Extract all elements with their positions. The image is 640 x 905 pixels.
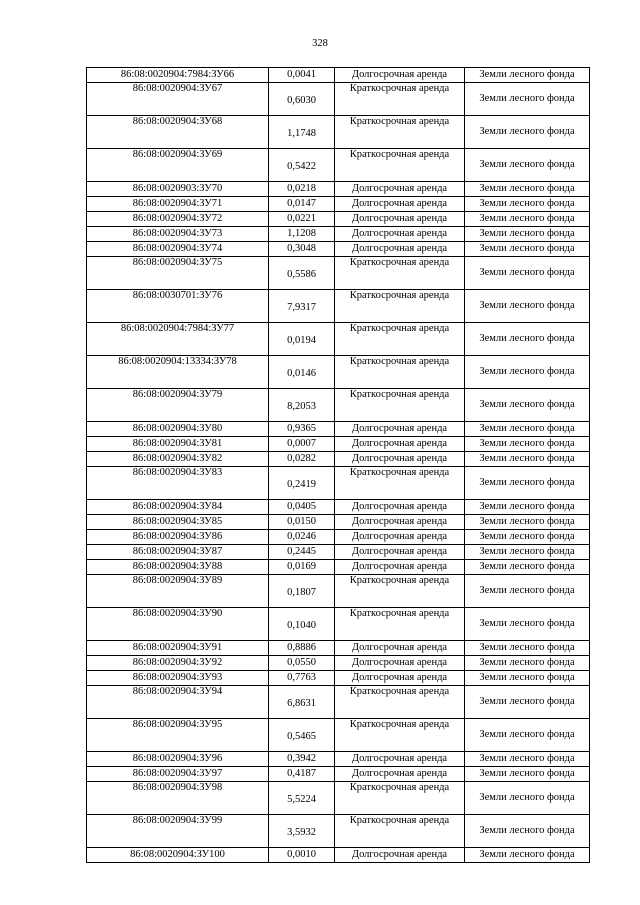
cell-area: 0,6030 xyxy=(269,83,335,116)
cell-land-category: Земли лесного фонда xyxy=(465,782,590,815)
cell-lease-type: Краткосрочная аренда xyxy=(335,686,465,719)
cell-land-category: Земли лесного фонда xyxy=(465,467,590,500)
cell-cadastral-number: 86:08:0030701:ЗУ76 xyxy=(87,290,269,323)
table-row xyxy=(87,656,590,671)
table-row xyxy=(87,515,590,530)
table-row xyxy=(87,257,590,290)
cell-land-category: Земли лесного фонда xyxy=(465,545,590,560)
cell-cadastral-number: 86:08:0020904:ЗУ67 xyxy=(87,83,269,116)
table-row xyxy=(87,686,590,719)
cell-cadastral-number: 86:08:0020904:ЗУ72 xyxy=(87,212,269,227)
cell-cadastral-number: 86:08:0020904:ЗУ91 xyxy=(87,641,269,656)
cell-area: 0,2419 xyxy=(269,467,335,500)
cell-area: 0,0405 xyxy=(269,500,335,515)
table-row xyxy=(87,242,590,257)
table-row xyxy=(87,389,590,422)
cell-land-category: Земли лесного фонда xyxy=(465,212,590,227)
cell-lease-type: Краткосрочная аренда xyxy=(335,290,465,323)
cell-cadastral-number: 86:08:0020904:ЗУ96 xyxy=(87,752,269,767)
cell-area: 0,0146 xyxy=(269,356,335,389)
table-row xyxy=(87,719,590,752)
table-row xyxy=(87,671,590,686)
cell-area: 0,0218 xyxy=(269,182,335,197)
cell-land-category: Земли лесного фонда xyxy=(465,608,590,641)
cell-lease-type: Краткосрочная аренда xyxy=(335,389,465,422)
cell-area: 0,0007 xyxy=(269,437,335,452)
cell-lease-type: Долгосрочная аренда xyxy=(335,500,465,515)
table-row xyxy=(87,323,590,356)
cell-cadastral-number: 86:08:0020904:ЗУ93 xyxy=(87,671,269,686)
table-row xyxy=(87,782,590,815)
parcels-table xyxy=(86,67,590,863)
cell-land-category: Земли лесного фонда xyxy=(465,422,590,437)
cell-land-category: Земли лесного фонда xyxy=(465,227,590,242)
cell-land-category: Земли лесного фонда xyxy=(465,149,590,182)
table-row xyxy=(87,197,590,212)
cell-cadastral-number: 86:08:0020904:ЗУ88 xyxy=(87,560,269,575)
cell-area: 0,0150 xyxy=(269,515,335,530)
cell-area: 0,5586 xyxy=(269,257,335,290)
cell-land-category: Земли лесного фонда xyxy=(465,848,590,863)
cell-lease-type: Долгосрочная аренда xyxy=(335,641,465,656)
cell-lease-type: Долгосрочная аренда xyxy=(335,671,465,686)
cell-lease-type: Долгосрочная аренда xyxy=(335,422,465,437)
cell-lease-type: Долгосрочная аренда xyxy=(335,752,465,767)
table-row xyxy=(87,641,590,656)
cell-lease-type: Краткосрочная аренда xyxy=(335,356,465,389)
cell-lease-type: Долгосрочная аренда xyxy=(335,452,465,467)
cell-cadastral-number: 86:08:0020904:ЗУ98 xyxy=(87,782,269,815)
cell-cadastral-number: 86:08:0020904:ЗУ82 xyxy=(87,452,269,467)
cell-lease-type: Краткосрочная аренда xyxy=(335,149,465,182)
table-row xyxy=(87,752,590,767)
cell-land-category: Земли лесного фонда xyxy=(465,197,590,212)
cell-cadastral-number: 86:08:0020904:ЗУ92 xyxy=(87,656,269,671)
table-row xyxy=(87,545,590,560)
table-row xyxy=(87,530,590,545)
table-row xyxy=(87,608,590,641)
table-row xyxy=(87,467,590,500)
cell-lease-type: Долгосрочная аренда xyxy=(335,530,465,545)
table-row xyxy=(87,437,590,452)
cell-land-category: Земли лесного фонда xyxy=(465,389,590,422)
cell-area: 0,0010 xyxy=(269,848,335,863)
cell-land-category: Земли лесного фонда xyxy=(465,686,590,719)
cell-land-category: Земли лесного фонда xyxy=(465,560,590,575)
cell-area: 0,0246 xyxy=(269,530,335,545)
cell-cadastral-number: 86:08:0020904:ЗУ84 xyxy=(87,500,269,515)
cell-cadastral-number: 86:08:0020904:ЗУ80 xyxy=(87,422,269,437)
table-row xyxy=(87,767,590,782)
cell-area: 0,9365 xyxy=(269,422,335,437)
cell-lease-type: Долгосрочная аренда xyxy=(335,560,465,575)
table-row xyxy=(87,500,590,515)
table-row xyxy=(87,560,590,575)
cell-area: 0,0169 xyxy=(269,560,335,575)
cell-cadastral-number: 86:08:0020904:ЗУ69 xyxy=(87,149,269,182)
cell-land-category: Земли лесного фонда xyxy=(465,752,590,767)
table-row xyxy=(87,815,590,848)
cell-area: 1,1208 xyxy=(269,227,335,242)
cell-lease-type: Краткосрочная аренда xyxy=(335,257,465,290)
table-row xyxy=(87,212,590,227)
cell-lease-type: Долгосрочная аренда xyxy=(335,437,465,452)
cell-land-category: Земли лесного фонда xyxy=(465,641,590,656)
cell-area: 0,1807 xyxy=(269,575,335,608)
cell-cadastral-number: 86:08:0020904:ЗУ71 xyxy=(87,197,269,212)
cell-lease-type: Долгосрочная аренда xyxy=(335,227,465,242)
cell-land-category: Земли лесного фонда xyxy=(465,575,590,608)
cell-lease-type: Долгосрочная аренда xyxy=(335,515,465,530)
cell-cadastral-number: 86:08:0020904:ЗУ81 xyxy=(87,437,269,452)
cell-lease-type: Краткосрочная аренда xyxy=(335,83,465,116)
cell-area: 0,0194 xyxy=(269,323,335,356)
cell-cadastral-number: 86:08:0020904:ЗУ85 xyxy=(87,515,269,530)
cell-land-category: Земли лесного фонда xyxy=(465,530,590,545)
cell-cadastral-number: 86:08:0020904:ЗУ79 xyxy=(87,389,269,422)
cell-area: 7,9317 xyxy=(269,290,335,323)
cell-area: 0,0041 xyxy=(269,68,335,83)
cell-area: 6,8631 xyxy=(269,686,335,719)
cell-lease-type: Долгосрочная аренда xyxy=(335,182,465,197)
cell-land-category: Земли лесного фонда xyxy=(465,767,590,782)
cell-cadastral-number: 86:08:0020903:ЗУ70 xyxy=(87,182,269,197)
cell-lease-type: Краткосрочная аренда xyxy=(335,782,465,815)
table-row xyxy=(87,356,590,389)
cell-cadastral-number: 86:08:0020904:ЗУ74 xyxy=(87,242,269,257)
cell-area: 0,2445 xyxy=(269,545,335,560)
cell-lease-type: Долгосрочная аренда xyxy=(335,212,465,227)
cell-lease-type: Долгосрочная аренда xyxy=(335,545,465,560)
cell-area: 0,5465 xyxy=(269,719,335,752)
cell-land-category: Земли лесного фонда xyxy=(465,815,590,848)
cell-land-category: Земли лесного фонда xyxy=(465,68,590,83)
cell-land-category: Земли лесного фонда xyxy=(465,656,590,671)
cell-area: 0,1040 xyxy=(269,608,335,641)
cell-area: 1,1748 xyxy=(269,116,335,149)
cell-cadastral-number: 86:08:0020904:ЗУ86 xyxy=(87,530,269,545)
table-row xyxy=(87,149,590,182)
cell-area: 0,3048 xyxy=(269,242,335,257)
table-row xyxy=(87,68,590,83)
cell-land-category: Земли лесного фонда xyxy=(465,290,590,323)
parcels-table-body xyxy=(87,68,590,863)
cell-cadastral-number: 86:08:0020904:7984:ЗУ77 xyxy=(87,323,269,356)
cell-lease-type: Краткосрочная аренда xyxy=(335,323,465,356)
cell-land-category: Земли лесного фонда xyxy=(465,182,590,197)
cell-land-category: Земли лесного фонда xyxy=(465,257,590,290)
table-row xyxy=(87,227,590,242)
cell-cadastral-number: 86:08:0020904:ЗУ73 xyxy=(87,227,269,242)
table-row xyxy=(87,452,590,467)
cell-lease-type: Долгосрочная аренда xyxy=(335,68,465,83)
cell-cadastral-number: 86:08:0020904:ЗУ75 xyxy=(87,257,269,290)
cell-land-category: Земли лесного фонда xyxy=(465,500,590,515)
cell-lease-type: Краткосрочная аренда xyxy=(335,608,465,641)
cell-land-category: Земли лесного фонда xyxy=(465,323,590,356)
cell-cadastral-number: 86:08:0020904:ЗУ90 xyxy=(87,608,269,641)
cell-land-category: Земли лесного фонда xyxy=(465,242,590,257)
cell-land-category: Земли лесного фонда xyxy=(465,83,590,116)
table-row xyxy=(87,182,590,197)
cell-lease-type: Долгосрочная аренда xyxy=(335,197,465,212)
cell-cadastral-number: 86:08:0020904:ЗУ99 xyxy=(87,815,269,848)
cell-lease-type: Краткосрочная аренда xyxy=(335,116,465,149)
cell-land-category: Земли лесного фонда xyxy=(465,515,590,530)
cell-area: 0,0221 xyxy=(269,212,335,227)
cell-area: 0,8886 xyxy=(269,641,335,656)
cell-land-category: Земли лесного фонда xyxy=(465,116,590,149)
cell-land-category: Земли лесного фонда xyxy=(465,719,590,752)
cell-cadastral-number: 86:08:0020904:ЗУ89 xyxy=(87,575,269,608)
cell-land-category: Земли лесного фонда xyxy=(465,671,590,686)
cell-lease-type: Краткосрочная аренда xyxy=(335,467,465,500)
cell-lease-type: Краткосрочная аренда xyxy=(335,719,465,752)
cell-lease-type: Долгосрочная аренда xyxy=(335,656,465,671)
cell-cadastral-number: 86:08:0020904:7984:ЗУ66 xyxy=(87,68,269,83)
cell-area: 0,0550 xyxy=(269,656,335,671)
cell-area: 0,7763 xyxy=(269,671,335,686)
cell-lease-type: Долгосрочная аренда xyxy=(335,242,465,257)
table-row xyxy=(87,116,590,149)
cell-cadastral-number: 86:08:0020904:13334:ЗУ78 xyxy=(87,356,269,389)
cell-cadastral-number: 86:08:0020904:ЗУ100 xyxy=(87,848,269,863)
cell-lease-type: Краткосрочная аренда xyxy=(335,575,465,608)
table-row xyxy=(87,575,590,608)
cell-area: 0,3942 xyxy=(269,752,335,767)
cell-area: 0,4187 xyxy=(269,767,335,782)
cell-land-category: Земли лесного фонда xyxy=(465,356,590,389)
cell-lease-type: Краткосрочная аренда xyxy=(335,815,465,848)
cell-area: 0,0282 xyxy=(269,452,335,467)
cell-cadastral-number: 86:08:0020904:ЗУ94 xyxy=(87,686,269,719)
cell-area: 0,5422 xyxy=(269,149,335,182)
cell-area: 3,5932 xyxy=(269,815,335,848)
table-row xyxy=(87,422,590,437)
cell-area: 5,5224 xyxy=(269,782,335,815)
cell-cadastral-number: 86:08:0020904:ЗУ95 xyxy=(87,719,269,752)
cell-land-category: Земли лесного фонда xyxy=(465,452,590,467)
cell-area: 0,0147 xyxy=(269,197,335,212)
table-row xyxy=(87,83,590,116)
cell-cadastral-number: 86:08:0020904:ЗУ68 xyxy=(87,116,269,149)
cell-cadastral-number: 86:08:0020904:ЗУ97 xyxy=(87,767,269,782)
cell-lease-type: Долгосрочная аренда xyxy=(335,848,465,863)
cell-cadastral-number: 86:08:0020904:ЗУ83 xyxy=(87,467,269,500)
cell-area: 8,2053 xyxy=(269,389,335,422)
table-row xyxy=(87,848,590,863)
cell-lease-type: Долгосрочная аренда xyxy=(335,767,465,782)
cell-land-category: Земли лесного фонда xyxy=(465,437,590,452)
page-number: 328 xyxy=(312,38,328,49)
table-row xyxy=(87,290,590,323)
cell-cadastral-number: 86:08:0020904:ЗУ87 xyxy=(87,545,269,560)
